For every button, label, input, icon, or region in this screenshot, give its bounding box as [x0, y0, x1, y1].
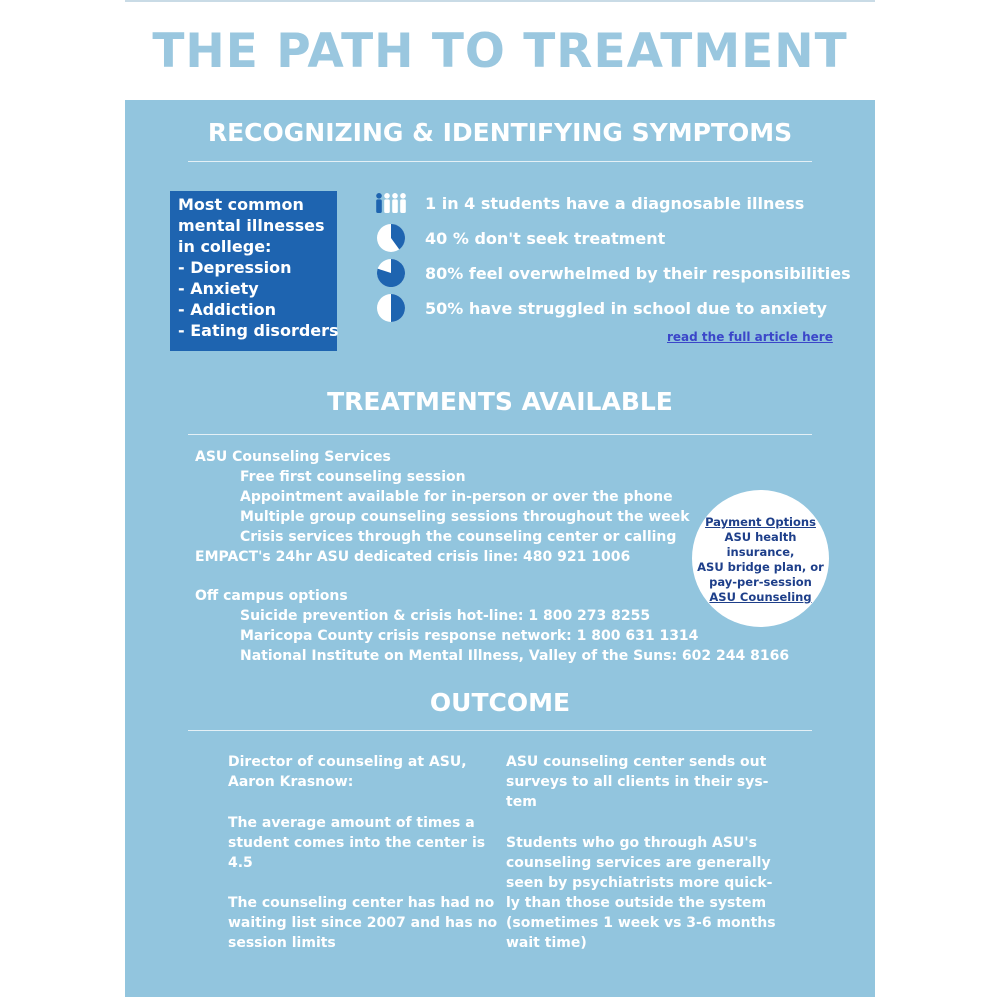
treatment-line: Free first counseling session — [240, 469, 466, 485]
full-article-link[interactable]: read the full article here — [667, 330, 833, 344]
outcome-rule — [188, 730, 812, 731]
stat-row — [375, 188, 804, 218]
payment-options-circle — [692, 490, 829, 627]
top-rule — [125, 0, 875, 2]
payment-line: ASU bridge plan, or — [697, 560, 824, 574]
outcome-right-line: ASU counseling center sends out — [506, 754, 767, 770]
illness-box-line: - Addiction — [178, 300, 276, 319]
pie-slice — [391, 294, 405, 322]
outcome-left-line: student comes into the center is — [228, 835, 486, 851]
illness-box-line: - Anxiety — [178, 279, 259, 298]
treatment-line: Maricopa County crisis response network: 1 800 631 1314 — [240, 628, 699, 644]
symptoms-rule — [188, 161, 812, 162]
outcome-left-line: Aaron Krasnow: — [228, 774, 354, 790]
treatment-line: Crisis services through the counseling center or calling — [240, 529, 677, 545]
content-panel — [125, 100, 875, 997]
outcome-right-line: ly than those outside the system — [506, 895, 767, 911]
payment-line: ASU health insurance, — [724, 530, 797, 559]
treatment-line: EMPACT's 24hr ASU dedicated crisis line: 480 921 1006 — [195, 549, 631, 565]
stat-text: 80% feel overwhelmed by their responsibilities — [425, 263, 851, 283]
asu-counseling-link[interactable]: ASU Counseling — [709, 590, 812, 604]
payment-line: pay-per-session — [709, 575, 812, 589]
treatment-line: Off campus options — [195, 588, 348, 604]
stat-row — [375, 258, 851, 288]
illness-box-line: Most common — [178, 195, 304, 214]
pie-icon — [375, 258, 407, 288]
outcome-right-line: counseling services are generally — [506, 855, 771, 871]
illness-box-line: in college: — [178, 237, 272, 256]
treatment-line: Appointment available for in-person or over the phone — [240, 489, 673, 505]
outcome-right-line: surveys to all clients in their sys- — [506, 774, 769, 790]
outcome-right-line: tem — [506, 794, 537, 810]
treatment-line: National Institute on Mental Illness, Valley of the Suns: 602 244 8166 — [240, 648, 790, 664]
stat-text: 40 % don't seek treatment — [425, 228, 666, 248]
treatments-rule — [188, 434, 812, 435]
treatment-line: Multiple group counseling sessions throughout the week — [240, 509, 690, 525]
outcome-left-line: waiting list since 2007 and has no — [228, 915, 498, 931]
stat-row — [375, 293, 827, 323]
outcome-left-line: 4.5 — [228, 855, 253, 871]
outcome-right-line: seen by psychiatrists more quick- — [506, 875, 773, 891]
page-title: THE PATH TO TREATMENT — [152, 24, 848, 79]
illness-box-line: - Depression — [178, 258, 292, 277]
outcome-left-line: The counseling center has had no — [228, 895, 495, 911]
outcome-right-line: wait time) — [506, 935, 587, 951]
outcome-left-line: The average amount of times a — [228, 815, 475, 831]
payment-options-heading: Payment Options — [705, 515, 816, 529]
common-illnesses-box — [170, 191, 337, 351]
treatment-line: Suicide prevention & crisis hot-line: 1 800 273 8255 — [240, 608, 651, 624]
symptoms-heading: RECOGNIZING & IDENTIFYING SYMPTOMS — [207, 118, 793, 147]
stat-row — [375, 223, 665, 253]
illness-box-line: - Eating disorders — [178, 321, 339, 340]
pie-icon — [375, 223, 407, 253]
pie-icon — [375, 293, 407, 323]
illness-box-line: mental illnesses — [178, 216, 325, 235]
outcome-right-line: (sometimes 1 week vs 3-6 months — [506, 915, 776, 931]
stat-text: 50% have struggled in school due to anxiety — [425, 298, 827, 318]
outcome-left-line: Director of counseling at ASU, — [228, 754, 467, 770]
outcome-heading: OUTCOME — [429, 688, 571, 717]
outcome-right-line: Students who go through ASU's — [506, 835, 757, 851]
outcome-left-line: session limits — [228, 935, 336, 951]
stat-text: 1 in 4 students have a diagnosable illness — [425, 193, 805, 213]
people-icon — [375, 188, 407, 218]
treatments-heading: TREATMENTS AVAILABLE — [327, 387, 673, 416]
treatment-line: ASU Counseling Services — [195, 449, 391, 465]
